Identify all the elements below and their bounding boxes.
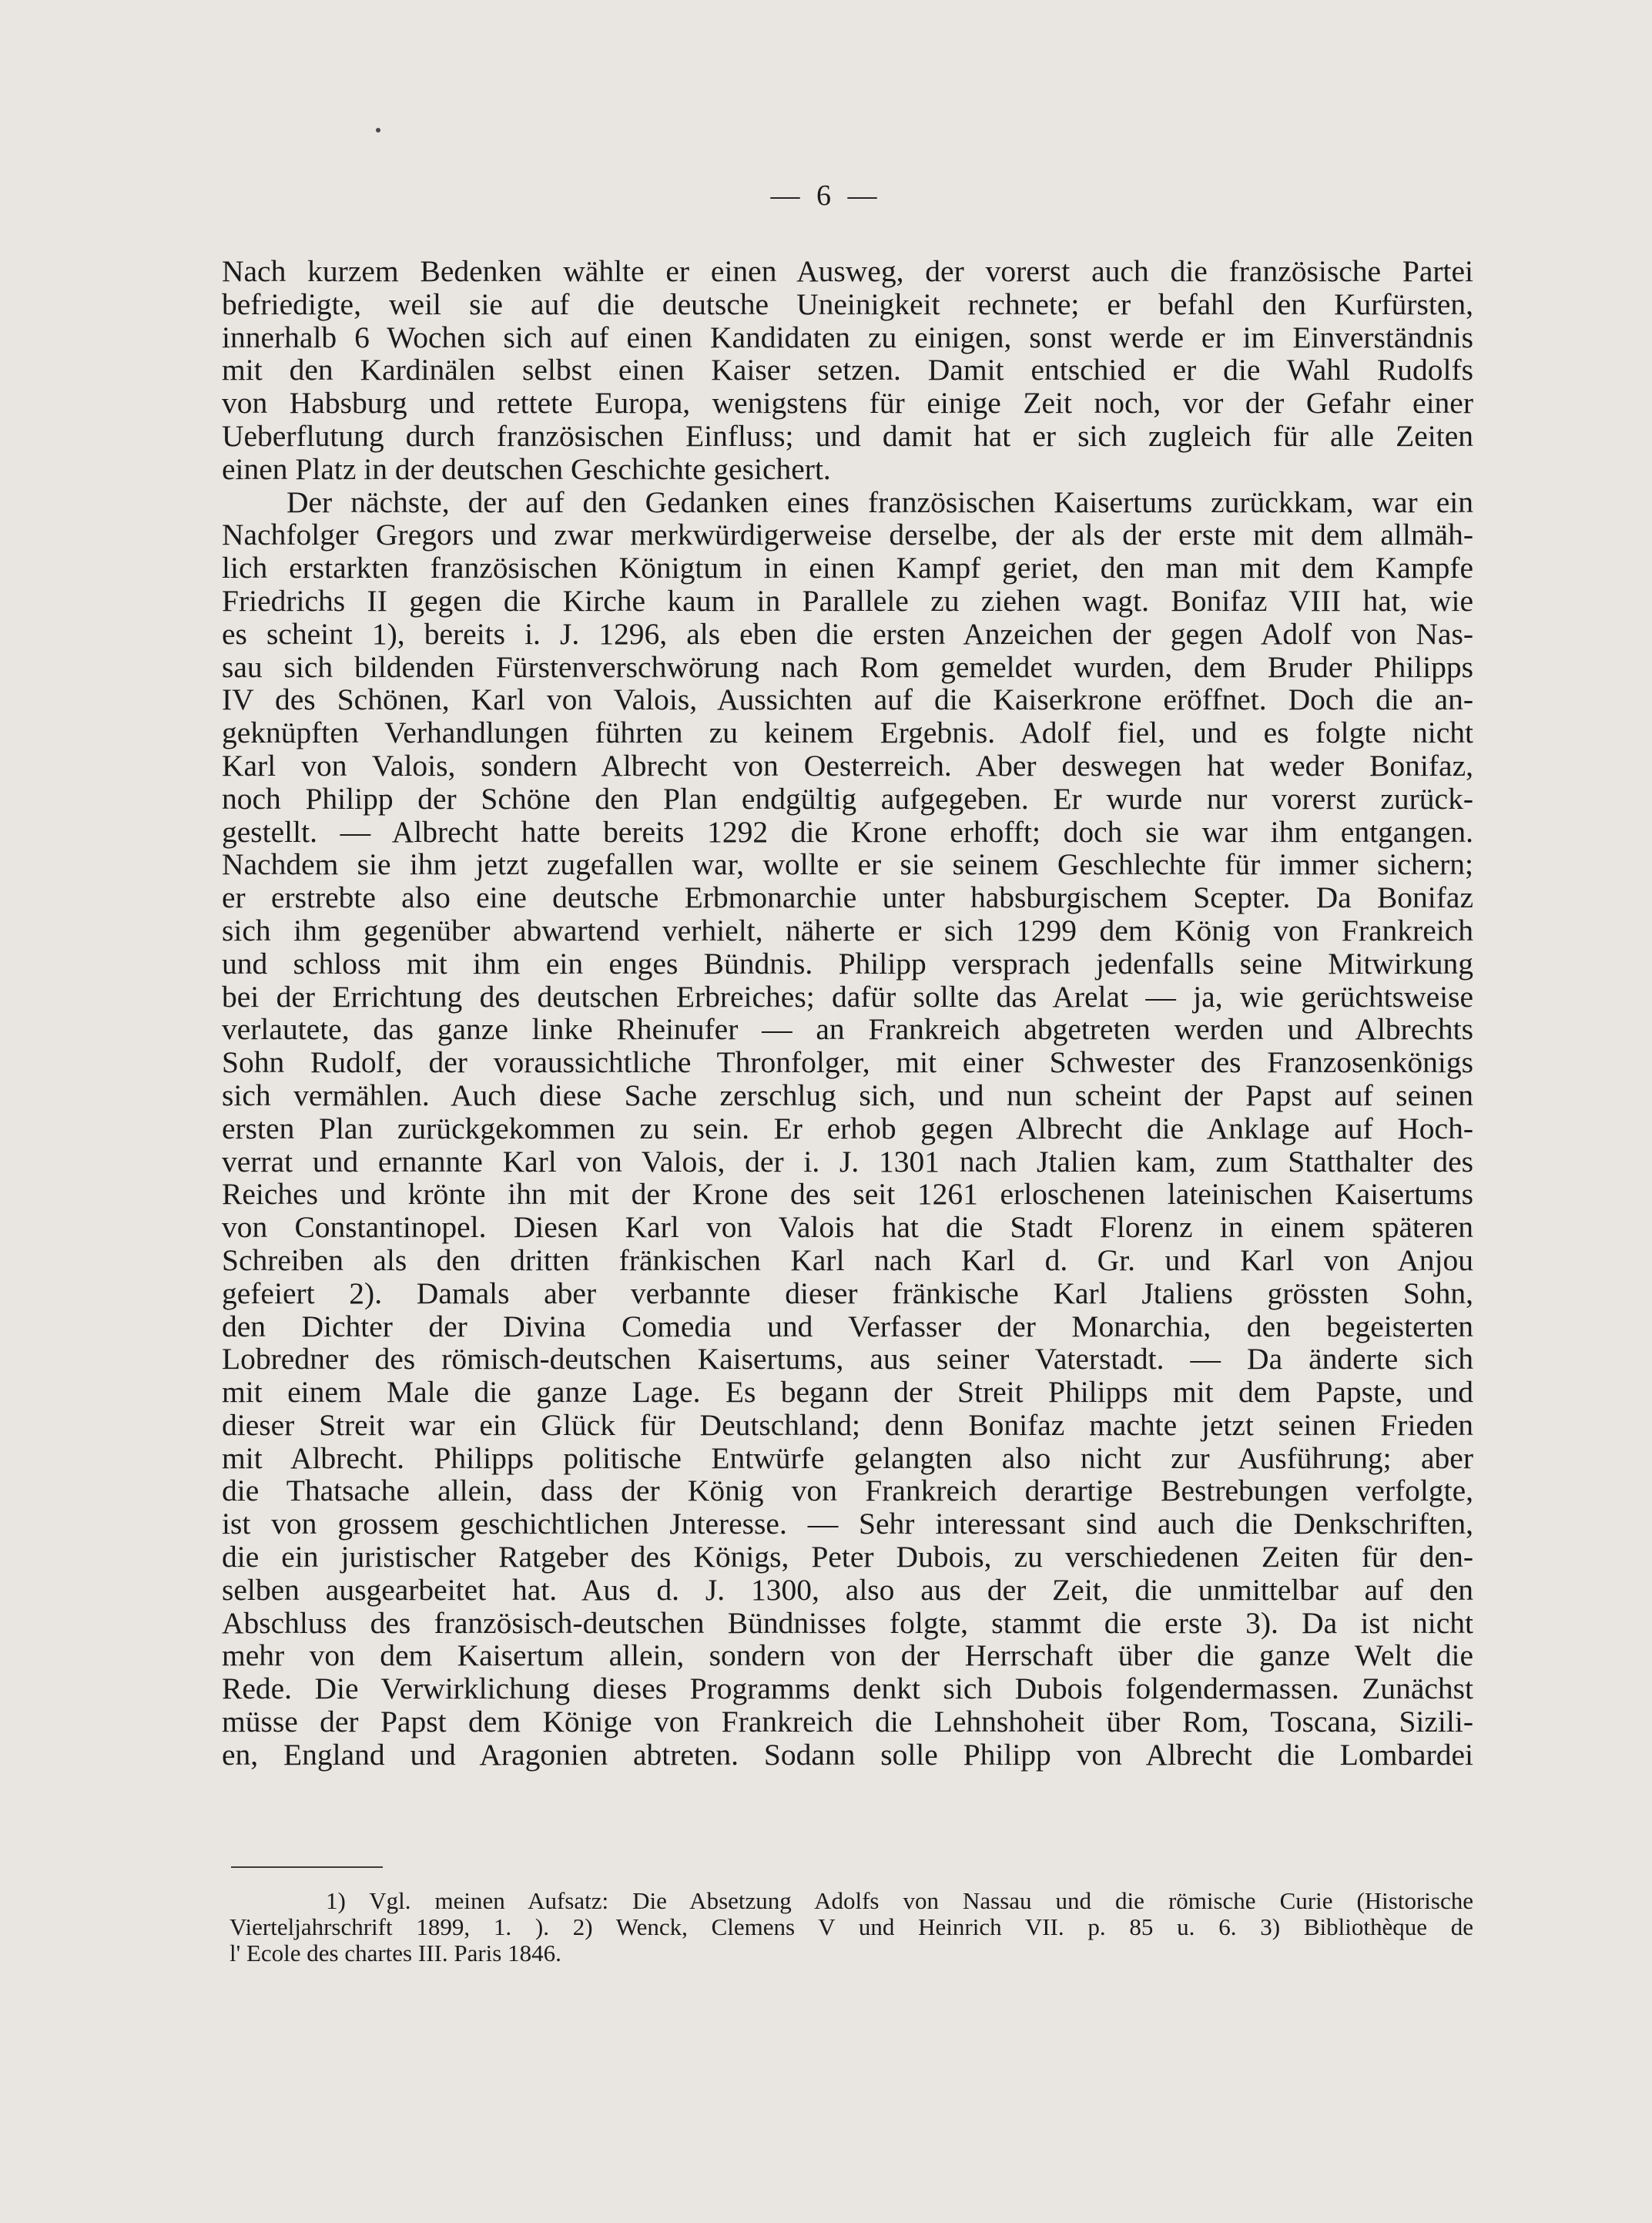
footnote-divider (231, 1866, 383, 1868)
footnote-line: 1) Vgl. meinen Aufsatz: Die Absetzung Adolfs von Nassau und die römische Curie (Historische (326, 1887, 1473, 1914)
text-line: Nach kurzem Bedenken wählte er einen Ausweg, der vorerst auch die französische Partei (222, 254, 1473, 288)
text-line: einen Platz in der deutschen Geschichte gesichert. (222, 451, 831, 486)
text-line: mit Albrecht. Philipps politische Entwürfe gelangten also nicht zur Ausführung; aber (222, 1440, 1473, 1475)
ink-speck (376, 128, 380, 132)
text-line: IV des Schönen, Karl von Valois, Aussichten auf die Kaiserkrone eröffnet. Doch die an- (222, 682, 1473, 717)
text-line: müsse der Papst dem Könige von Frankreich die Lehnshoheit über Rom, Toscana, Sizili- (222, 1705, 1473, 1739)
text-line: verlautete, das ganze linke Rheinufer — an Frankreich abgetreten werden und Albrechts (222, 1012, 1473, 1047)
text-line: Reiches und krönte ihn mit der Krone des seit 1261 erloschenen lateinischen Kaisertums (222, 1177, 1473, 1212)
text-line: lich erstarkten französischen Königtum in einen Kampf geriet, den man mit dem Kampfe (222, 551, 1473, 585)
text-line: Ueberflutung durch französischen Einfluss; und damit hat er sich zugleich für alle Zeiten (222, 418, 1473, 453)
text-line: Lobredner des römisch-deutschen Kaisertums, aus seiner Vaterstadt. — Da änderte sich (222, 1342, 1473, 1376)
text-line: Rede. Die Verwirklichung dieses Programms denkt sich Dubois folgendermassen. Zunächst (222, 1671, 1473, 1706)
text-line: die ein juristischer Ratgeber des Königs, Peter Dubois, zu verschiedenen Zeiten für den- (222, 1540, 1473, 1574)
text-line: und schloss mit ihm ein enges Bündnis. Philipp versprach jedenfalls seine Mitwirkung (222, 946, 1473, 981)
text-line: sich ihm gegenüber abwartend verhielt, näherte er sich 1299 dem König von Frankreich (222, 913, 1473, 947)
text-line: Nachdem sie ihm jetzt zugefallen war, wollte er sie seinem Geschlechte für immer sichern; (222, 847, 1473, 882)
text-line: bei der Errichtung des deutschen Erbreiches; dafür sollte das Arelat — ja, wie gerüchtsweise (222, 979, 1473, 1014)
text-line: befriedigte, weil sie auf die deutsche Uneinigkeit rechnete; er befahl den Kurfürsten, (222, 287, 1473, 321)
text-line: es scheint 1), bereits i. J. 1296, als eben die ersten Anzeichen der gegen Adolf von Nas- (222, 616, 1473, 651)
body-text (222, 255, 1473, 1772)
text-line: er erstrebte also eine deutsche Erbmonarchie unter habsburgischem Scepter. Da Bonifaz (222, 880, 1473, 915)
text-line: gestellt. — Albrecht hatte bereits 1292 die Krone erhofft; doch sie war ihm entgangen. (222, 814, 1473, 849)
footnotes (230, 1888, 1473, 1966)
text-line: innerhalb 6 Wochen sich auf einen Kandidaten zu einigen, sonst werde er im Einverständnis (222, 320, 1473, 354)
text-line: Friedrichs II gegen die Kirche kaum in Parallele zu ziehen wagt. Bonifaz VIII hat, wie (222, 583, 1473, 618)
text-line: die Thatsache allein, dass der König von Frankreich derartige Bestrebungen verfolgte, (222, 1474, 1473, 1508)
footnote-line: l' Ecole des chartes III. Paris 1846. (230, 1940, 561, 1966)
text-line: dieser Streit war ein Glück für Deutschland; denn Bonifaz machte jetzt seinen Frieden (222, 1407, 1473, 1442)
text-line: von Habsburg und rettete Europa, wenigstens für einige Zeit noch, vor der Gefahr einer (222, 386, 1473, 421)
text-line: Sohn Rudolf, der voraussichtliche Thronfolger, mit einer Schwester des Franzosenkönigs (222, 1045, 1473, 1080)
text-line: mit einem Male die ganze Lage. Es begann der Streit Philipps mit dem Papste, und (222, 1375, 1473, 1410)
text-line: sich vermählen. Auch diese Sache zerschlug sich, und nun scheint der Papst auf seinen (222, 1078, 1473, 1112)
text-line: selben ausgearbeitet hat. Aus d. J. 1300, also aus der Zeit, die unmittelbar auf den (222, 1572, 1473, 1607)
text-line: ersten Plan zurückgekommen zu sein. Er erhob gegen Albrecht die Anklage auf Hoch- (222, 1111, 1473, 1145)
text-line: Der nächste, der auf den Gedanken eines französischen Kaisertums zurückkam, war ein (287, 484, 1473, 519)
text-line: Schreiben als den dritten fränkischen Karl nach Karl d. Gr. und Karl von Anjou (222, 1242, 1473, 1277)
text-line: den Dichter der Divina Comedia und Verfasser der Monarchia, den begeisterten (222, 1309, 1473, 1343)
text-line: noch Philipp der Schöne den Plan endgültig aufgegeben. Er wurde nur vorerst zurück- (222, 781, 1473, 816)
text-line: von Constantinopel. Diesen Karl von Valois hat die Stadt Florenz in einem späteren (222, 1210, 1473, 1245)
footnote-line: Vierteljahrschrift 1899, 1. ). 2) Wenck, Clemens V und Heinrich VII. p. 85 u. 6. 3) Bibliothèque de (230, 1913, 1473, 1940)
text-line: verrat und ernannte Karl von Valois, der i. J. 1301 nach Jtalien kam, zum Statthalter des (222, 1144, 1473, 1179)
text-line: gefeiert 2). Damals aber verbannte dieser fränkische Karl Jtaliens grössten Sohn, (222, 1276, 1473, 1310)
text-line: Nachfolger Gregors und zwar merkwürdigerweise derselbe, der als der erste mit dem allmäh- (222, 518, 1473, 552)
text-line: geknüpften Verhandlungen führten zu keinem Ergebnis. Adolf fiel, und es folgte nicht (222, 716, 1473, 750)
text-line: ist von grossem geschichtlichen Jnteresse. — Sehr interessant sind auch die Denkschriften, (222, 1507, 1473, 1541)
text-line: Abschluss des französisch-deutschen Bündnisses folgte, stammt die erste 3). Da ist nicht (222, 1605, 1473, 1640)
text-line: sau sich bildenden Fürstenverschwörung nach Rom gemeldet wurden, dem Bruder Philipps (222, 649, 1473, 684)
text-line: Karl von Valois, sondern Albrecht von Oesterreich. Aber deswegen hat weder Bonifaz, (222, 748, 1473, 783)
text-line: mehr von dem Kaisertum allein, sondern von der Herrschaft über die ganze Welt die (222, 1638, 1473, 1673)
text-line: en, England und Aragonien abtreten. Sodann solle Philipp von Albrecht die Lombardei (222, 1737, 1473, 1772)
page-number: — 6 — (770, 179, 882, 212)
text-line: mit den Kardinälen selbst einen Kaiser setzen. Damit entschied er die Wahl Rudolfs (222, 353, 1473, 387)
